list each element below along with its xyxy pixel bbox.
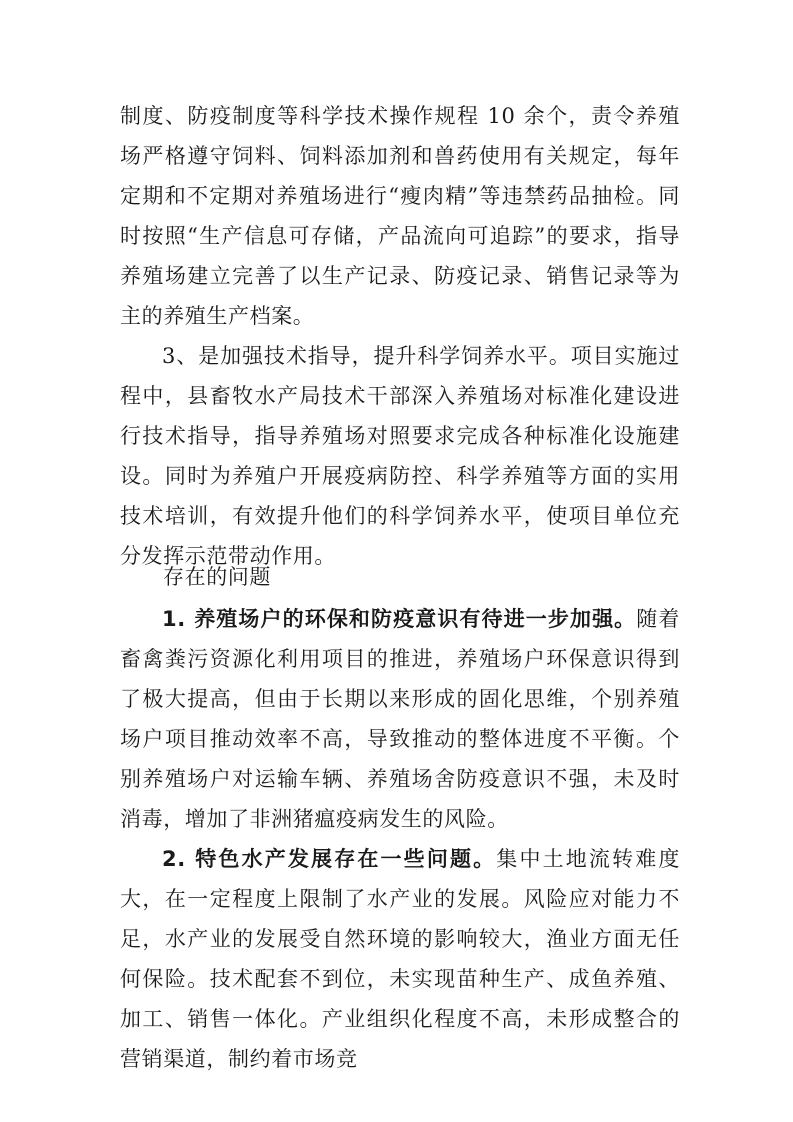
issue-2-title: 2. 特色水产发展存在一些问题。 (162, 847, 497, 871)
issue-2-paragraph (120, 839, 680, 1079)
issue-1-body: 随着畜禽粪污资源化利用项目的推进，养殖场户环保意识得到了极大提高，但由于长期以来形成的固化思维，个别养殖场户项目推动效率不高，导致推动的整体进度不平衡。个别养殖场户对运输车辆、养殖场舍防疫意识不强，未及时消毒，增加了非洲猪瘟疫病发生的风险。 (120, 607, 681, 831)
body-text-upper (120, 96, 680, 576)
body-text-lower (120, 599, 680, 1079)
paragraph-continued: 制度、防疫制度等科学技术操作规程 10 余个，责令养殖场严格遵守饲料、饲料添加剂和兽药使用有关规定，每年定期和不定期对养殖场进行“瘦肉精”等违禁药品抽检。同时按照“生产信息可存储，产品流向可追踪”的要求，指导养殖场建立完善了以生产记录、防疫记录、销售记录等为主的养殖生产档案。 (120, 104, 680, 328)
section-heading: 存在的问题 (163, 565, 271, 589)
issue-1-paragraph (120, 599, 680, 839)
issue-2-body: 集中土地流转难度大，在一定程度上限制了水产业的发展。风险应对能力不足，水产业的发展受自然环境的影响较大，渔业方面无任何保险。技术配套不到位，未实现苗种生产、成鱼养殖、加工、销售一体化。产业组织化程度不高，未形成整合的营销渠道，制约着市场竞 (120, 847, 680, 1071)
paragraph-3: 3、是加强技术指导，提升科学饲养水平。项目实施过程中，县畜牧水产局技术干部深入养殖场对标准化建设进行技术指导，指导养殖场对照要求完成各种标准化设施建设。同时为养殖户开展疫病防控、科学养殖等方面的实用技术培训，有效提升他们的科学饲养水平，使项目单位充分发挥示范带动作用。 (120, 344, 680, 568)
issue-1-title: 1. 养殖场户的环保和防疫意识有待进一步加强。 (162, 607, 637, 631)
